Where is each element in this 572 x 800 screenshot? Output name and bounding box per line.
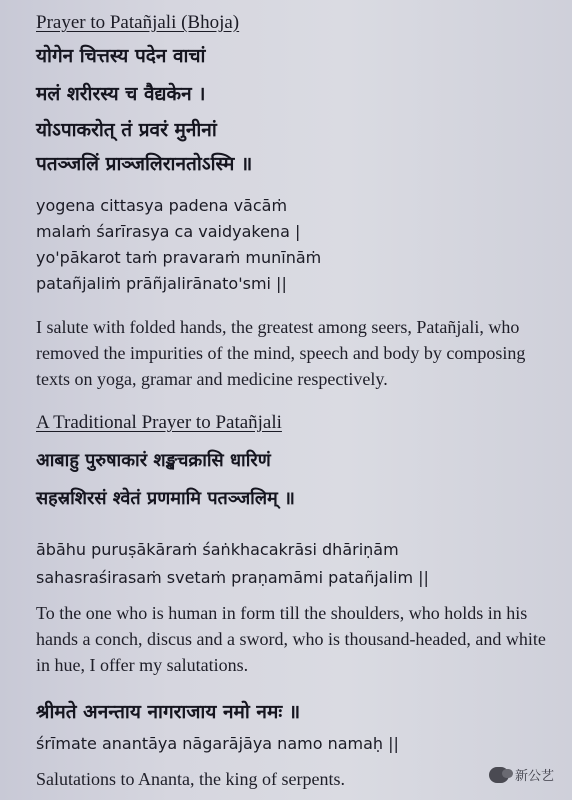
- section2-devanagari-line-1: आबाहु पुरुषाकारं शङ्खचक्रासि धारिणं: [36, 450, 271, 471]
- watermark: [489, 765, 554, 784]
- section1-transliteration-line-4: patañjaliṁ prāñjalirānato'smi ||: [36, 274, 287, 293]
- section1-translation: I salute with folded hands, the greatest among seers, Patañjali, who removed the impurities of the mind, speech and body by composing texts on yoga, gramar and medicine respectively.: [36, 317, 526, 389]
- section3-devanagari: श्रीमते अनन्ताय नागराजाय नमो नमः ॥: [36, 701, 301, 723]
- section1-heading: Prayer to Patañjali (Bhoja): [36, 12, 240, 33]
- section2-transliteration-line-2: sahasraśirasaṁ svetaṁ praṇamāmi patañjalim ||: [36, 568, 429, 587]
- section3-transliteration: śrīmate anantāya nāgarājāya namo namaḥ ||: [36, 734, 399, 753]
- section1-devanagari-line-4: पतञ्जलिं प्राञ्जलिरानतोऽस्मि ॥: [36, 153, 253, 175]
- section1-devanagari-line-1: योगेन चित्तस्य पदेन वाचां: [36, 45, 206, 67]
- section1-transliteration-line-2: malaṁ śarīrasya ca vaidyakena |: [36, 222, 301, 241]
- section1-transliteration-line-3: yo'pākarot taṁ pravaraṁ munīnāṁ: [36, 248, 322, 267]
- section2-heading: A Traditional Prayer to Patañjali: [36, 412, 282, 433]
- section1-transliteration-line-1: yogena cittasya padena vācāṁ: [36, 196, 288, 215]
- section1-devanagari-line-3: योऽपाकरोत् तं प्रवरं मुनीनां: [36, 119, 217, 141]
- section3-translation: Salutations to Ananta, the king of serpents.: [36, 769, 345, 789]
- section2-transliteration-line-1: ābāhu puruṣākāraṁ śaṅkhacakrāsi dhāriṇām: [36, 540, 399, 559]
- watermark-text: 新公艺: [514, 769, 554, 784]
- section1-devanagari-line-2: मलं शरीरस्य च वैद्यकेन ।: [36, 83, 206, 105]
- section2-translation: To the one who is human in form till the shoulders, who holds in his hands a conch, discus and a sword, who is thousand-headed, and white in hue, I offer my salutations.: [36, 603, 546, 675]
- wechat-icon: [489, 767, 509, 783]
- section2-devanagari-line-2: सहस्रशिरसं श्वेतं प्रणमामि पतञ्जलिम् ॥: [36, 488, 295, 509]
